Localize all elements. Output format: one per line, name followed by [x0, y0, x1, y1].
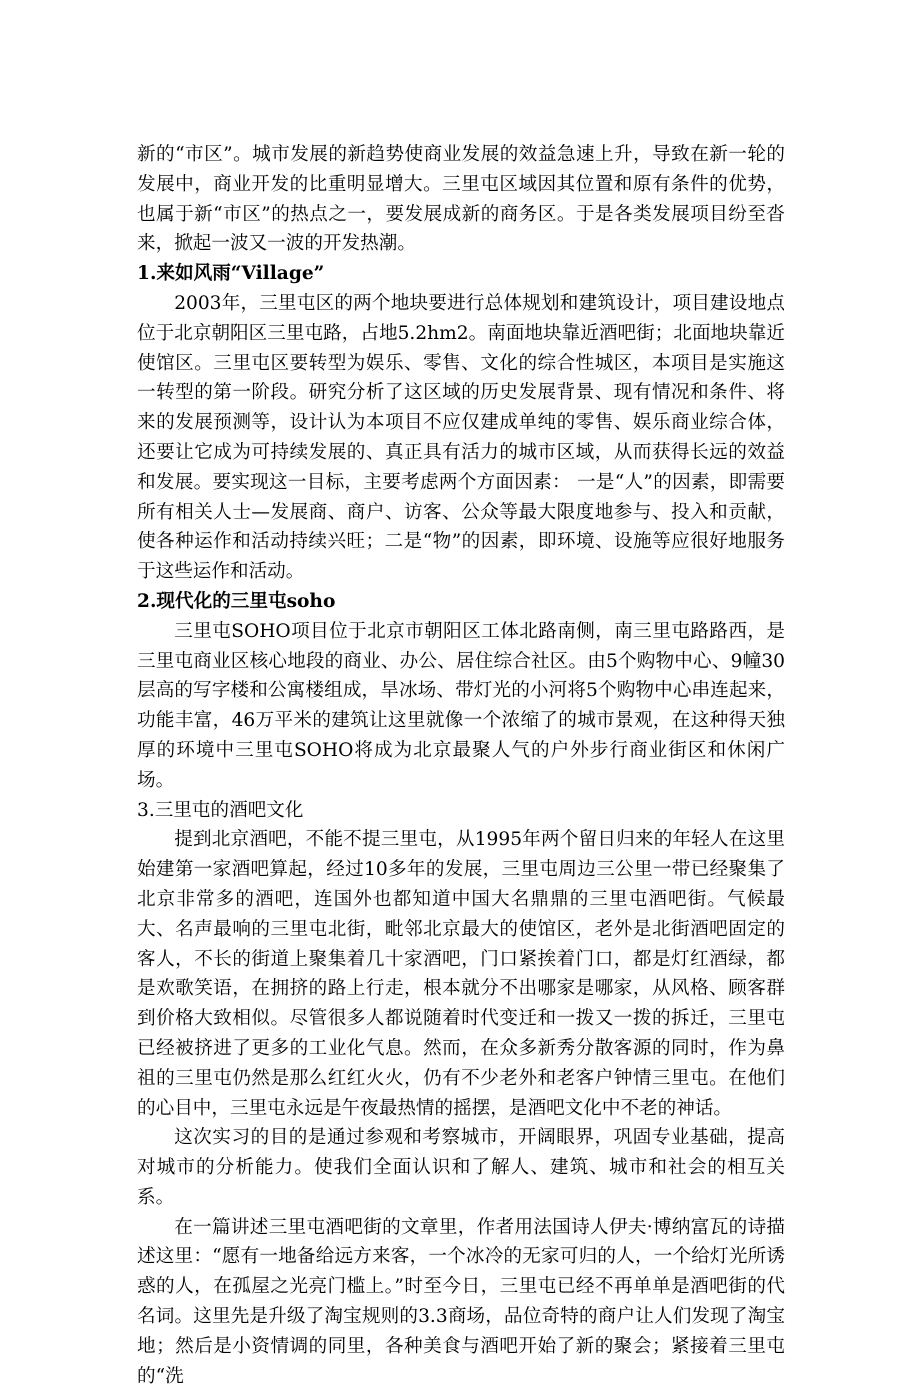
section-2-heading: 2.现代化的三里屯soho: [137, 590, 336, 612]
section-3-paragraph-1: 提到北京酒吧，不能不提三里屯，从1995年两个留日归来的年轻人在这里始建第一家酒吧算起，经过10多年的发展，三里屯周边三公里一带已经聚集了北京非常多的酒吧，连国外也都知道中国大名鼎鼎的三里屯酒吧街。气候最大、名声最响的三里屯北街，毗邻北京最大的使馆区，老外是北街酒吧固定的客人，不长的街道上聚集着几十家酒吧，门口紧挨着门口，都是灯红酒绿，都是欢歌笑语，在拥挤的路上行走，根本就分不出哪家是哪家，从风格、顾客群到价格大致相似。尽管很多人都说随着时代变迁和一拨又一拨的拆迁，三里屯已经被挤进了更多的工业化气息。然而，在众多新秀分散客源的同时，作为鼻祖的三里屯仍然是那么红红火火，仍有不少老外和老客户钟情三里屯。在他们的心目中，三里屯永远是午夜最热情的摇摆，是酒吧文化中不老的神话。: [137, 829, 785, 1119]
section-3-paragraph-2: 这次实习的目的是通过参观和考察城市，开阔眼界，巩固专业基础，提高对城市的分析能力。使我们全面认识和了解人、建筑、城市和社会的相互关系。: [137, 1127, 785, 1208]
opening-paragraph: 新的“市区”。城市发展的新趋势使商业发展的效益急速上升，导致在新一轮的发展中，商业开发的比重明显增大。三里屯区域因其位置和原有条件的优势，也属于新“市区”的热点之一，要发展成新的商务区。于是各类发展项目纷至沓来，掀起一波又一波的开发热潮。: [137, 144, 785, 255]
section-1-paragraph-1: 2003年，三里屯区的两个地块要进行总体规划和建筑设计，项目建设地点位于北京朝阳区三里屯路，占地5.2hm2。南面地块靠近酒吧街；北面地块靠近使馆区。三里屯区要转型为娱乐、零售、文化的综合性城区，本项目是实施这一转型的第一阶段。研究分析了这区域的历史发展背景、现有情况和条件、将来的发展预测等，设计认为本项目不应仅建成单纯的零售、娱乐商业综合体，还要让它成为可持续发展的、真正具有活力的城市区域，从而获得长远的效益和发展。要实现这一目标，主要考虑两个方面因素： 一是“人”的因素，即需要所有相关人士—发展商、商户、访客、公众等最大限度地参与、投入和贡献，使各种运作和活动持续兴旺；二是“物”的因素，即环境、设施等应很好地服务于这些运作和活动。: [137, 292, 785, 583]
section-3-paragraph-3: 在一篇讲述三里屯酒吧街的文章里，作者用法国诗人伊夫·博纳富瓦的诗描述这里：“愿有一地备给远方来客，一个冰冷的无家可归的人，一个给灯光所诱惑的人，在孤屋之光亮门槛上。”时至今日，三里屯已经不再单单是酒吧街的代名词。这里先是升级了淘宝规则的3.3商场，品位奇特的商户让人们发现了淘宝地；然后是小资情调的同里，各种美食与酒吧开始了新的聚会；紧接着三里屯的“洗: [137, 1216, 785, 1387]
section-2-paragraph-1: 三里屯SOHO项目位于北京市朝阳区工体北路南侧，南三里屯路路西，是三里屯商业区核心地段的商业、办公、居住综合社区。由5个购物中心、9幢30层高的写字楼和公寓楼组成，旱冰场、带灯光的小河将5个购物中心串连起来，功能丰富，46万平米的建筑让这里就像一个浓缩了的城市景观，在这种得天独厚的环境中三里屯SOHO将成为北京最聚人气的户外步行商业街区和休闲广场。: [137, 620, 785, 791]
section-3-heading: 3.三里屯的酒吧文化: [137, 799, 304, 821]
document-body: [137, 140, 785, 1391]
section-1-heading: 1.来如风雨“Village”: [137, 263, 325, 285]
